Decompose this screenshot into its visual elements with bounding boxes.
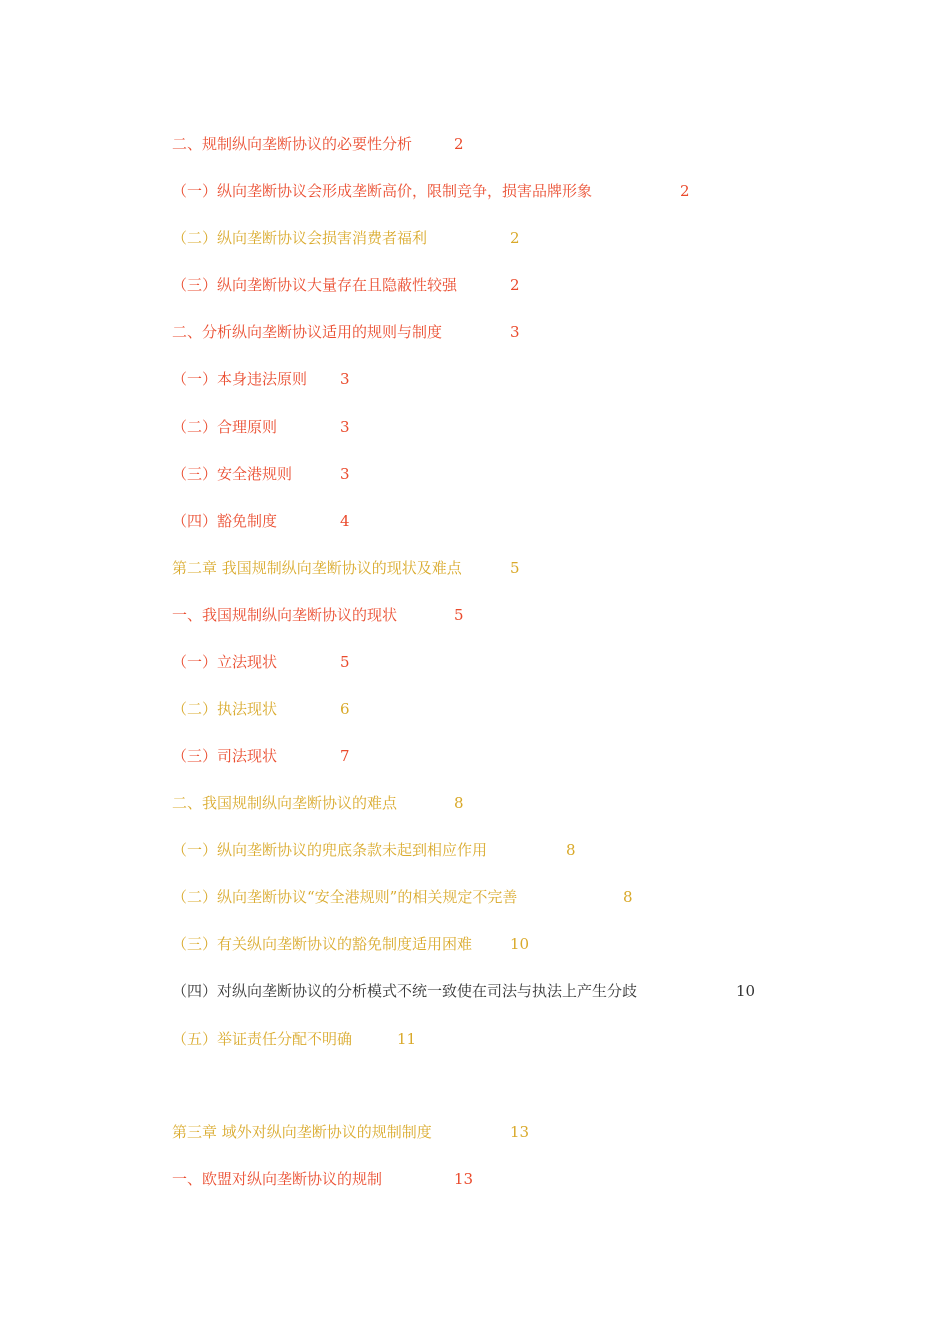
toc-entry-page: 5 xyxy=(340,653,350,671)
toc-entry-page: 6 xyxy=(340,700,350,718)
toc-entry-title: （二）纵向垄断协议“安全港规则”的相关规定不完善 xyxy=(172,888,518,906)
toc-entry-title: （一）立法现状 xyxy=(172,653,278,671)
toc-entry-page: 4 xyxy=(340,512,350,530)
toc-entry-page: 8 xyxy=(623,888,633,906)
toc-entry-title: （二）执法现状 xyxy=(172,700,278,718)
toc-entry-title: （三）安全港规则 xyxy=(172,465,293,483)
toc-entry-page: 7 xyxy=(340,747,350,765)
toc-entry-page: 2 xyxy=(454,135,464,153)
toc-entry-title: （三）司法现状 xyxy=(172,747,278,765)
toc-entry-title: （一）纵向垄断协议的兜底条款未起到相应作用 xyxy=(172,841,488,859)
toc-entry-title: 第二章 我国规制纵向垄断协议的现状及难点 xyxy=(172,559,462,577)
toc-entry-page: 3 xyxy=(340,465,350,483)
toc-entry-title: （一）本身违法原则 xyxy=(172,370,308,388)
toc-entry-page: 13 xyxy=(510,1123,530,1141)
toc-entry-page: 13 xyxy=(454,1170,474,1188)
toc-entry-title: （一）纵向垄断协议会形成垄断高价，限制竞争，损害品牌形象 xyxy=(172,182,593,200)
toc-entry-title: 二、分析纵向垄断协议适用的规则与制度 xyxy=(172,323,443,341)
toc-entry-title: （二）合理原则 xyxy=(172,418,278,436)
toc-entry-title: （三）有关纵向垄断协议的豁免制度适用困难 xyxy=(172,935,473,953)
toc-entry-page: 10 xyxy=(510,935,530,953)
toc-entry-page: 2 xyxy=(510,276,520,294)
toc-entry-page: 3 xyxy=(340,370,350,388)
toc-entry-page: 8 xyxy=(454,794,464,812)
toc-entry-page: 5 xyxy=(510,559,520,577)
toc-entry-page: 2 xyxy=(510,229,520,247)
toc-entry-page: 10 xyxy=(736,982,756,1000)
toc-entry-page: 8 xyxy=(566,841,576,859)
toc-entry-title: （三）纵向垄断协议大量存在且隐蔽性较强 xyxy=(172,276,458,294)
toc-entry-title: 二、规制纵向垄断协议的必要性分析 xyxy=(172,135,413,153)
toc-entry-title: （五）举证责任分配不明确 xyxy=(172,1030,353,1048)
toc-entry-title: （四）对纵向垄断协议的分析模式不统一致使在司法与执法上产生分歧 xyxy=(172,982,638,1000)
toc-entry-title: 一、我国规制纵向垄断协议的现状 xyxy=(172,606,398,624)
toc-entry-page: 3 xyxy=(340,418,350,436)
toc-entry-title: （四）豁免制度 xyxy=(172,512,278,530)
toc-entry-page: 11 xyxy=(397,1030,417,1048)
toc-entry-title: （二）纵向垄断协议会损害消费者福利 xyxy=(172,229,428,247)
toc-entry-page: 2 xyxy=(680,182,690,200)
toc-entry-page: 3 xyxy=(510,323,520,341)
toc-entry-title: 二、我国规制纵向垄断协议的难点 xyxy=(172,794,398,812)
toc-entry-page: 5 xyxy=(454,606,464,624)
toc-entry-title: 第三章 域外对纵向垄断协议的规制制度 xyxy=(172,1123,432,1141)
toc-entry-title: 一、欧盟对纵向垄断协议的规制 xyxy=(172,1170,383,1188)
